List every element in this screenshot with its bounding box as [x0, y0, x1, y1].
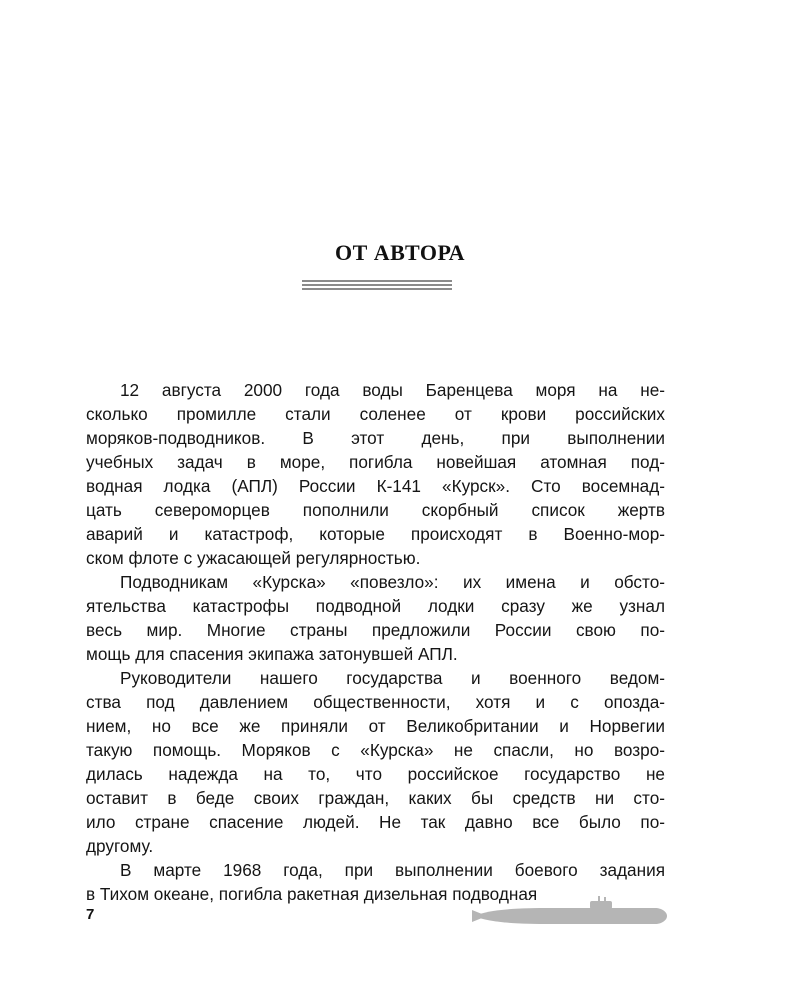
text-line: цать североморцев пополнили скорбный список жертв	[86, 500, 665, 520]
page-title: ОТ АВТОРА	[334, 240, 466, 265]
text-line: нием, но все же приняли от Великобритании и Норвегии	[86, 716, 665, 736]
text-line: Подводникам «Курска» «повезло»: их имена и обсто-	[120, 572, 665, 592]
text-line: Руководители нашего государства и военного ведом-	[120, 668, 665, 688]
text-line: ятельства катастрофы подводной лодки сразу же узнал	[86, 596, 665, 616]
text-line: такую помощь. Моряков с «Курска» не спасли, но возро-	[86, 740, 665, 760]
text-line: дилась надежда на то, что российское государство не	[86, 764, 665, 784]
text-line: ском флоте с ужасающей регулярностью.	[86, 548, 421, 568]
text-line: весь мир. Многие страны предложили России свою по-	[86, 620, 665, 640]
text-line: в Тихом океане, погибла ракетная дизельная подводная	[86, 884, 538, 904]
text-line: 12 августа 2000 года воды Баренцева моря на не-	[120, 380, 665, 400]
text-line: аварий и катастроф, которые происходят в Военно-мор-	[86, 524, 665, 544]
text-line: ило стране спасение людей. Не так давно все было по-	[86, 812, 665, 832]
page-number: 7	[86, 906, 95, 923]
text-line: ства под давлением общественности, хотя и с опозда-	[86, 692, 665, 712]
text-line: учебных задач в море, погибла новейшая атомная под-	[86, 452, 665, 472]
text-line: мощь для спасения экипажа затонувшей АПЛ.	[86, 644, 458, 664]
text-line: сколько промилле стали соленее от крови российских	[86, 404, 665, 424]
text-line: водная лодка (АПЛ) России К-141 «Курск». Сто восемнад-	[86, 476, 665, 496]
text-line: другому.	[86, 836, 154, 856]
text-line: оставит в беде своих граждан, каких бы средств ни сто-	[86, 788, 665, 808]
submarine-icon	[470, 895, 670, 931]
title-divider	[302, 280, 452, 291]
text-line: В марте 1968 года, при выполнении боевого задания	[120, 860, 665, 880]
body-text	[86, 378, 665, 906]
text-line: моряков-подводников. В этот день, при выполнении	[86, 428, 665, 448]
